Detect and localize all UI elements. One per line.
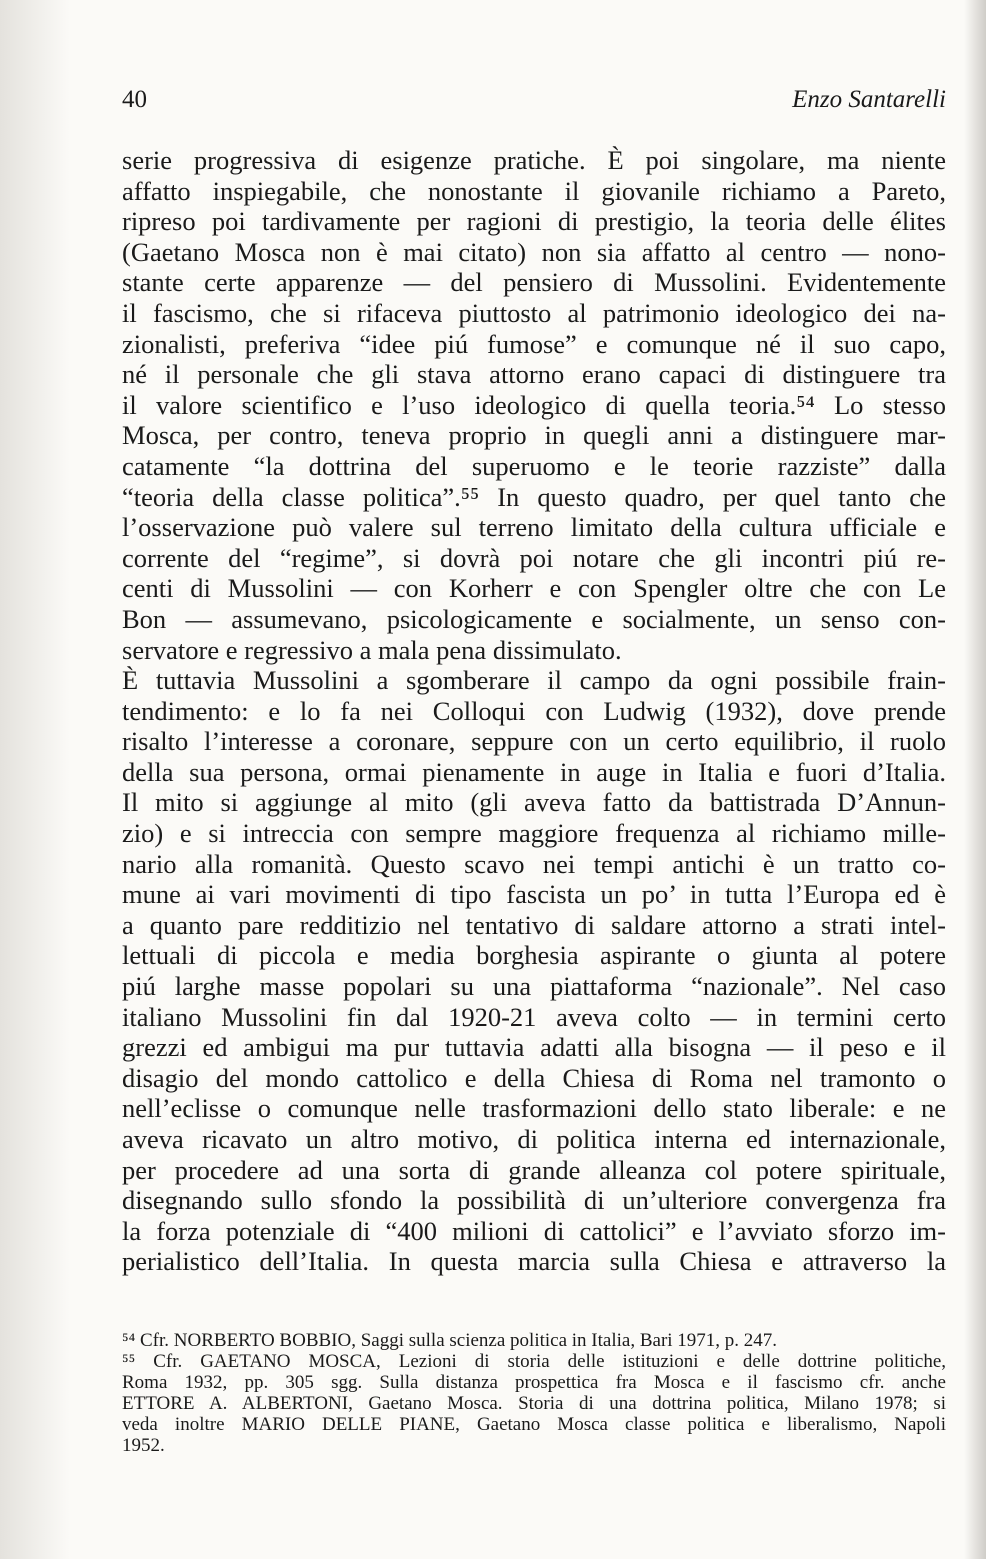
footnote-line: Roma 1932, pp. 305 sgg. Sulla distanza prospettica fra Mosca e il fascismo cfr. anche: [122, 1372, 946, 1393]
body-line: È tuttavia Mussolini a sgomberare il campo da ogni possibile frain-: [122, 665, 946, 696]
body-line: né il personale che gli stava attorno erano capaci di distinguere tra: [122, 359, 946, 390]
body-line: disegnando sullo sfondo la possibilità di un’ulteriore convergenza fra: [122, 1185, 946, 1216]
page-number: 40: [122, 86, 147, 113]
body-line: risalto l’interesse a coronare, seppure con un certo equilibrio, il ruolo: [122, 726, 946, 757]
body-line: zio) e si intreccia con sempre maggiore frequenza al richiamo mille-: [122, 818, 946, 849]
page-binding-shadow: [964, 0, 986, 1559]
body-line: a quanto pare redditizio nel tentativo di saldare attorno a strati intel-: [122, 909, 946, 940]
body-line: nario alla romanità. Questo scavo nei tempi antichi è un tratto co-: [122, 848, 946, 879]
body-line: il fascismo, che si rifaceva piuttosto al patrimonio ideologico dei na-: [122, 297, 946, 328]
footnote-line: veda inoltre MARIO DELLE PIANE, Gaetano Mosca classe politica e liberalismo, Napoli: [122, 1414, 946, 1435]
body-line: mune ai vari movimenti di tipo fascista un po’ in tutta l’Europa ed è: [122, 879, 946, 910]
body-line: Il mito si aggiunge al mito (gli aveva fatto da battistrada D’Annun-: [122, 787, 946, 818]
body-line: ripreso poi tardivamente per ragioni di prestigio, la teoria delle élites: [122, 206, 946, 237]
body-line: il valore scientifico e l’uso ideologico di quella teoria.⁵⁴ Lo stesso: [122, 389, 946, 420]
body-line: Bon — assumevano, psicologicamente e socialmente, un senso con-: [122, 603, 946, 634]
body-line: per procedere ad una sorta di grande alleanza col potere spirituale,: [122, 1154, 946, 1185]
page-header: [122, 86, 946, 120]
body-text: [122, 145, 946, 1277]
body-line: la forza potenziale di “400 milioni di cattolici” e l’avviato sforzo im-: [122, 1215, 946, 1246]
body-line: grezzi ed ambigui ma pur tuttavia adatti alla bisogna — il peso e il: [122, 1032, 946, 1063]
body-line: della sua persona, ormai pienamente in auge in Italia e fuori d’Italia.: [122, 756, 946, 787]
body-line: catamente “la dottrina del superuomo e le teorie razziste” dalla: [122, 450, 946, 481]
footnote-line: ETTORE A. ALBERTONI, Gaetano Mosca. Storia di una dottrina politica, Milano 1978; si: [122, 1393, 946, 1414]
body-line: corrente del “regime”, si dovrà poi notare che gli incontri piú re-: [122, 542, 946, 573]
running-head-author: Enzo Santarelli: [792, 86, 946, 113]
body-line: affatto inspiegabile, che nonostante il giovanile richiamo a Pareto,: [122, 175, 946, 206]
body-line: serie progressiva di esigenze pratiche. È poi singolare, ma niente: [122, 145, 946, 175]
body-line: servatore e regressivo a mala pena dissimulato.: [122, 634, 622, 665]
footnote-line: ⁵⁵ Cfr. GAETANO MOSCA, Lezioni di storia delle istituzioni e delle dottrine politiche,: [122, 1351, 946, 1372]
footnote-line: ⁵⁴ Cfr. NORBERTO BOBBIO, Saggi sulla scienza politica in Italia, Bari 1971, p. 247.: [122, 1330, 778, 1351]
body-line: zionalisti, preferiva “idee piú fumose” e comunque né il suo capo,: [122, 328, 946, 359]
body-line: “teoria della classe politica”.⁵⁵ In questo quadro, per quel tanto che: [122, 481, 946, 512]
body-line: centi di Mussolini — con Korherr e con Spengler oltre che con Le: [122, 573, 946, 604]
body-line: stante certe apparenze — del pensiero di Mussolini. Evidentemente: [122, 267, 946, 298]
body-line: perialistico dell’Italia. In questa marcia sulla Chiesa e attraverso la: [122, 1246, 946, 1277]
body-line: lettuali di piccola e media borghesia aspirante o giunta al potere: [122, 940, 946, 971]
page-edge-shadow: [0, 0, 70, 1559]
body-line: Mosca, per contro, teneva proprio in quegli anni a distinguere mar-: [122, 420, 946, 451]
body-line: italiano Mussolini fin dal 1920-21 aveva colto — in termini certo: [122, 1001, 946, 1032]
body-line: piú larghe masse popolari su una piattaforma “nazionale”. Nel caso: [122, 971, 946, 1002]
body-line: aveva ricavato un altro motivo, di politica interna ed internazionale,: [122, 1124, 946, 1154]
body-line: l’osservazione può valere sul terreno limitato della cultura ufficiale e: [122, 512, 946, 543]
body-line: nell’eclisse o comunque nelle trasformazioni dello stato liberale: e ne: [122, 1093, 946, 1124]
body-line: (Gaetano Mosca non è mai citato) non sia affatto al centro — nono-: [122, 236, 946, 267]
body-line: disagio del mondo cattolico e della Chiesa di Roma nel tramonto o: [122, 1062, 946, 1093]
footnote-line: 1952.: [122, 1435, 165, 1456]
body-line: tendimento: e lo fa nei Colloqui con Ludwig (1932), dove prende: [122, 695, 946, 726]
footnotes: [122, 1330, 946, 1456]
